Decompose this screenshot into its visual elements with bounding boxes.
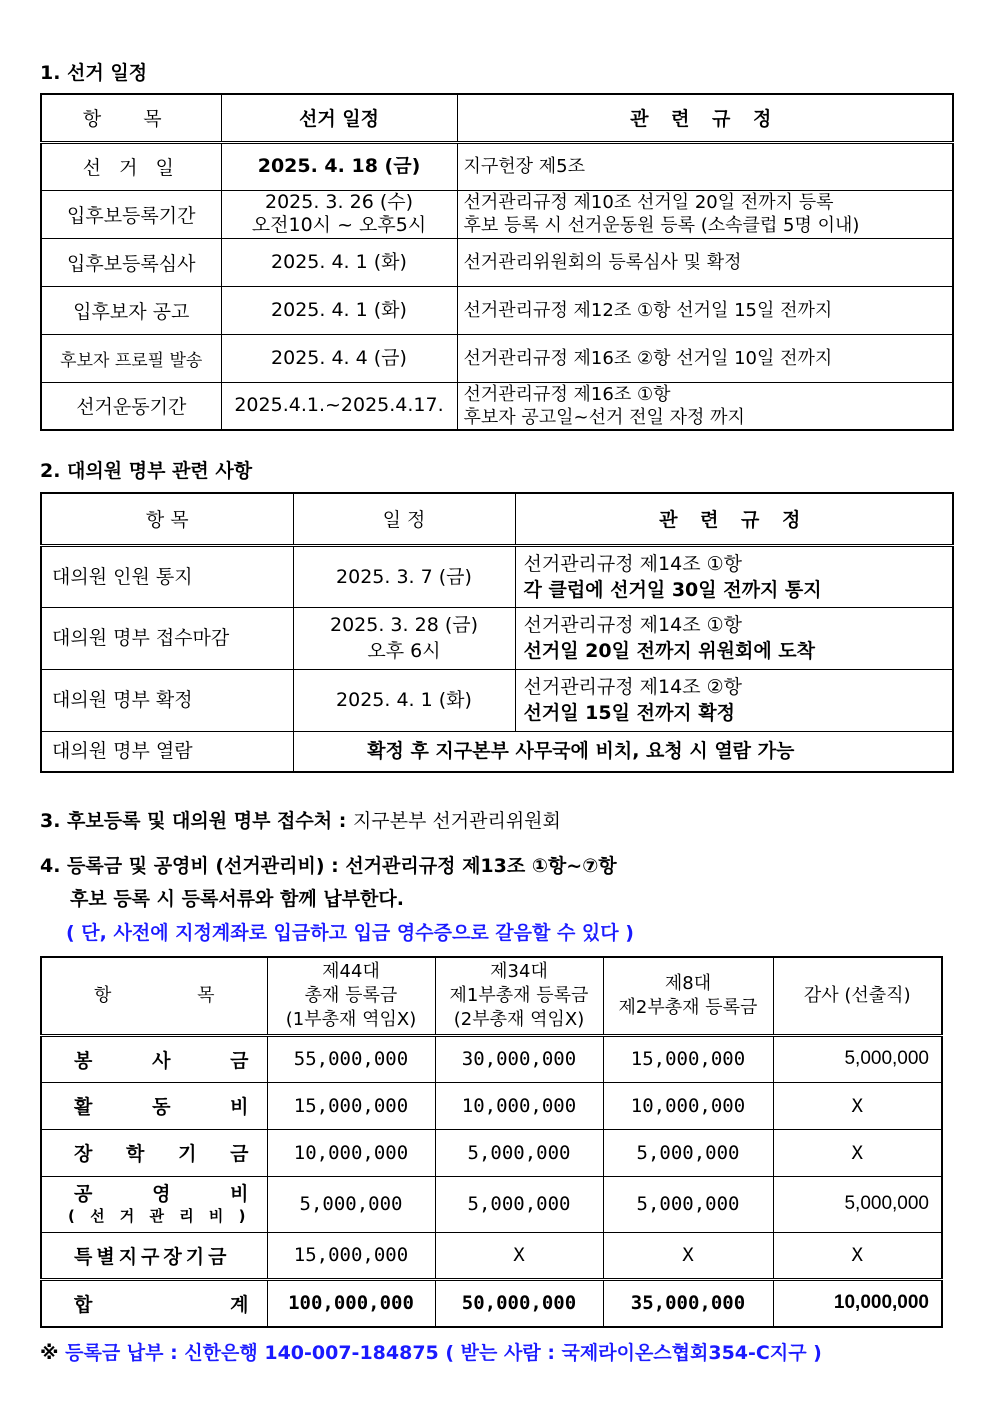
label-char: 활 (74, 1096, 93, 1118)
table-row (41, 334, 953, 382)
cell-line: 2025. 3. 26 (수) (265, 191, 413, 213)
date-cell (221, 286, 457, 334)
total-value-cell: 10,000,000 (773, 1279, 942, 1327)
label-char: 영 (152, 1183, 171, 1205)
section-2-title: 2. 대의원 명부 관련 사항 (40, 460, 253, 482)
section-4-line2: 후보 등록 시 등록서류와 함께 납부한다. (70, 888, 404, 910)
table-row (41, 731, 953, 772)
label-char: 기 (178, 1143, 197, 1165)
date-cell (221, 142, 457, 190)
label-char: 금 (230, 1049, 249, 1072)
cell-line: 각 클럽에 선거일 30일 전까지 통지 (523, 578, 822, 601)
footnote-text: 등록금 납부 : 신한은행 140-007-184875 ( 받는 사람 : 국제라이온스협회354-C지구 ) (65, 1342, 822, 1364)
row-label (48, 1046, 261, 1073)
cell-line: 선거관리규정 제10조 선거일 20일 전까지 등록 (463, 192, 834, 213)
registration-fee-table (40, 956, 943, 1328)
cell-line: 선거관리규정 제16조 ①항 (463, 383, 671, 405)
cell-line: 제2부총재 등록금 (618, 996, 758, 1018)
item-cell: 입후보등록기간 (41, 190, 221, 238)
date-cell (221, 190, 457, 238)
table-header-row (41, 957, 942, 1035)
table-row (41, 1232, 942, 1279)
value-cell: 5,000,000 (267, 1176, 435, 1232)
section-3-value: 지구본부 선거관리위원회 (352, 810, 561, 832)
cell-line: 2025. 4. 1 (화) (271, 250, 407, 273)
header-item: 항 목 (41, 493, 293, 545)
value-cell: 5,000,000 (773, 1176, 942, 1232)
section-3-title: 3. 후보등록 및 대의원 명부 접수처 : (40, 810, 347, 832)
rule-cell (457, 286, 953, 334)
value-cell: 30,000,000 (435, 1035, 603, 1082)
row-label-cell (41, 1129, 267, 1176)
section-3-line (40, 806, 561, 833)
rule-cell (457, 142, 953, 190)
item-cell: 입후보자 공고 (41, 286, 221, 334)
election-schedule-table (40, 93, 954, 431)
header-cell (603, 957, 773, 1035)
cell-line: 2025. 3. 28 (금) (330, 614, 478, 636)
cell-line: (1부총재 역임X) (285, 1008, 417, 1030)
value-cell: 15,000,000 (267, 1082, 435, 1129)
cell-line: 제44대 (322, 960, 380, 982)
cell-line: 선거관리위원회의 등록심사 및 확정 (463, 251, 742, 273)
value-cell: 55,000,000 (267, 1035, 435, 1082)
date-cell (221, 382, 457, 430)
total-row (41, 1279, 942, 1327)
cell-line: 총재 등록금 (304, 984, 398, 1006)
value-cell: 10,000,000 (435, 1082, 603, 1129)
value-cell: 5,000,000 (773, 1035, 942, 1082)
date-cell (293, 607, 515, 669)
cell-line: 감사 (선출직) (803, 984, 911, 1006)
table-row (41, 1129, 942, 1176)
value-cell: 5,000,000 (435, 1129, 603, 1176)
table-row (41, 142, 953, 190)
cell-line: 후보자 공고일~선거 전일 자정 까지 (463, 406, 745, 428)
cell-line: 2025. 4. 4 (금) (271, 346, 407, 369)
date-cell (293, 669, 515, 731)
row-label-cell (41, 1035, 267, 1082)
footnote-mark: ※ (40, 1342, 59, 1364)
rule-cell (515, 669, 953, 731)
cell-line: 선거일 20일 전까지 위원회에 도착 (523, 640, 816, 662)
cell-line: 2025. 4. 1 (화) (336, 689, 472, 711)
total-value-cell: 50,000,000 (435, 1279, 603, 1327)
cell-line: 선거관리규정 제14조 ①항 (523, 614, 742, 636)
item-cell: 선 거 일 (41, 142, 221, 190)
label-char: 비 (230, 1183, 249, 1205)
label-char: 봉 (74, 1049, 93, 1072)
date-cell (221, 334, 457, 382)
header-cell (773, 957, 942, 1035)
table-row (41, 238, 953, 286)
row-label-cell (41, 1232, 267, 1279)
cell-line: 2025.4.1.~2025.4.17. (234, 394, 444, 417)
cell-line: 2025. 3. 7 (금) (336, 565, 472, 588)
value-cell: X (603, 1232, 773, 1279)
item-cell: 선거운동기간 (41, 382, 221, 430)
row-label-cell (41, 1176, 267, 1232)
table-row (41, 545, 953, 607)
table-header-row (41, 493, 953, 545)
table-row (41, 1035, 942, 1082)
cell-line: 선거관리규정 제12조 ①항 선거일 15일 전까지 (463, 299, 833, 321)
label-char: 합 (74, 1293, 93, 1316)
item-cell: 대의원 명부 확정 (41, 669, 293, 731)
header-cell (41, 957, 267, 1035)
item-cell: 대의원 인원 통지 (41, 545, 293, 607)
table-row (41, 607, 953, 669)
section-4-note: ( 단, 사전에 지정계좌로 입금하고 입금 영수증으로 갈음할 수 있다 ) (66, 922, 634, 944)
row-label (48, 1092, 261, 1119)
header-cell (267, 957, 435, 1035)
header-schedule: 일 정 (293, 493, 515, 545)
table-row (41, 1082, 942, 1129)
cell-line: 제34대 (490, 960, 548, 982)
cell-line: 제8대 (664, 972, 712, 994)
header-item: 항 목 (41, 94, 221, 142)
row-label (48, 1290, 261, 1317)
item-cell: 입후보등록심사 (41, 238, 221, 286)
rule-cell (515, 607, 953, 669)
table-row (41, 286, 953, 334)
row-label-cell (41, 1279, 267, 1327)
cell-line: 선거관리규정 제14조 ①항 (523, 552, 742, 575)
label-char: 학 (126, 1143, 145, 1165)
total-value-cell: 35,000,000 (603, 1279, 773, 1327)
header-rules: 관 련 규 정 (457, 94, 953, 142)
cell-line: (2부총재 역임X) (453, 1008, 585, 1030)
value-cell: 5,000,000 (603, 1129, 773, 1176)
cell-line: 지구헌장 제5조 (463, 156, 586, 177)
row-label-cell (41, 1082, 267, 1129)
label-char: 계 (230, 1293, 249, 1316)
cell-line: 제1부총재 등록금 (449, 984, 589, 1006)
header-schedule: 선거 일정 (221, 94, 457, 142)
table-row (41, 382, 953, 430)
section-1-title: 1. 선거 일정 (40, 62, 148, 84)
cell-line: 선거관리규정 제16조 ②항 선거일 10일 전까지 (463, 347, 833, 369)
value-cell: 5,000,000 (603, 1176, 773, 1232)
cell-line: 선거일 15일 전까지 확정 (523, 702, 735, 724)
delegate-list-table (40, 492, 954, 773)
rule-cell (457, 238, 953, 286)
cell-line: 항 목 (94, 984, 215, 1006)
header-cell (435, 957, 603, 1035)
rule-cell (457, 190, 953, 238)
item-cell: 후보자 프로필 발송 (41, 334, 221, 382)
rule-cell (515, 545, 953, 607)
label-char: 금 (230, 1143, 249, 1165)
value-cell: X (773, 1082, 942, 1129)
merged-cell: 확정 후 지구본부 사무국에 비치, 요청 시 열람 가능 (293, 731, 953, 772)
cell-line: 오전10시 ~ 오후5시 (251, 214, 427, 236)
label-char: 동 (152, 1096, 171, 1118)
row-label (48, 1182, 261, 1206)
value-cell: 15,000,000 (603, 1035, 773, 1082)
header-rules: 관 련 규 정 (515, 493, 953, 545)
payment-footnote (40, 1338, 822, 1365)
value-cell: 10,000,000 (267, 1129, 435, 1176)
row-sublabel: ( 선 거 관 리 비 ) (68, 1207, 251, 1225)
value-cell: 5,000,000 (435, 1176, 603, 1232)
table-row (41, 1176, 942, 1232)
label-char: 사 (152, 1049, 171, 1072)
table-row (41, 190, 953, 238)
value-cell: X (435, 1232, 603, 1279)
rule-cell (457, 382, 953, 430)
cell-line: 2025. 4. 1 (화) (271, 298, 407, 321)
label-char: 공 (74, 1183, 93, 1205)
total-value-cell: 100,000,000 (267, 1279, 435, 1327)
date-cell (221, 238, 457, 286)
label-char: 장 (74, 1143, 93, 1165)
cell-line: 2025. 4. 18 (금) (257, 155, 421, 177)
label-char: 비 (230, 1096, 249, 1118)
rule-cell (457, 334, 953, 382)
section-4-title: 4. 등록금 및 공영비 (선거관리비) : 선거관리규정 제13조 ①항~⑦항 (40, 855, 617, 877)
date-cell (293, 545, 515, 607)
row-label: 특별지구장기금 (74, 1245, 231, 1268)
table-header-row (41, 94, 953, 142)
item-cell: 대의원 명부 접수마감 (41, 607, 293, 669)
row-label (48, 1139, 261, 1166)
value-cell: X (773, 1129, 942, 1176)
value-cell: 15,000,000 (267, 1232, 435, 1279)
value-cell: X (773, 1232, 942, 1279)
table-row (41, 669, 953, 731)
cell-line: 오후 6시 (367, 640, 441, 662)
item-cell: 대의원 명부 열람 (41, 731, 293, 772)
value-cell: 10,000,000 (603, 1082, 773, 1129)
cell-line: 후보 등록 시 선거운동원 등록 (소속클럽 5명 이내) (463, 215, 860, 236)
cell-line: 선거관리규정 제14조 ②항 (523, 676, 742, 698)
